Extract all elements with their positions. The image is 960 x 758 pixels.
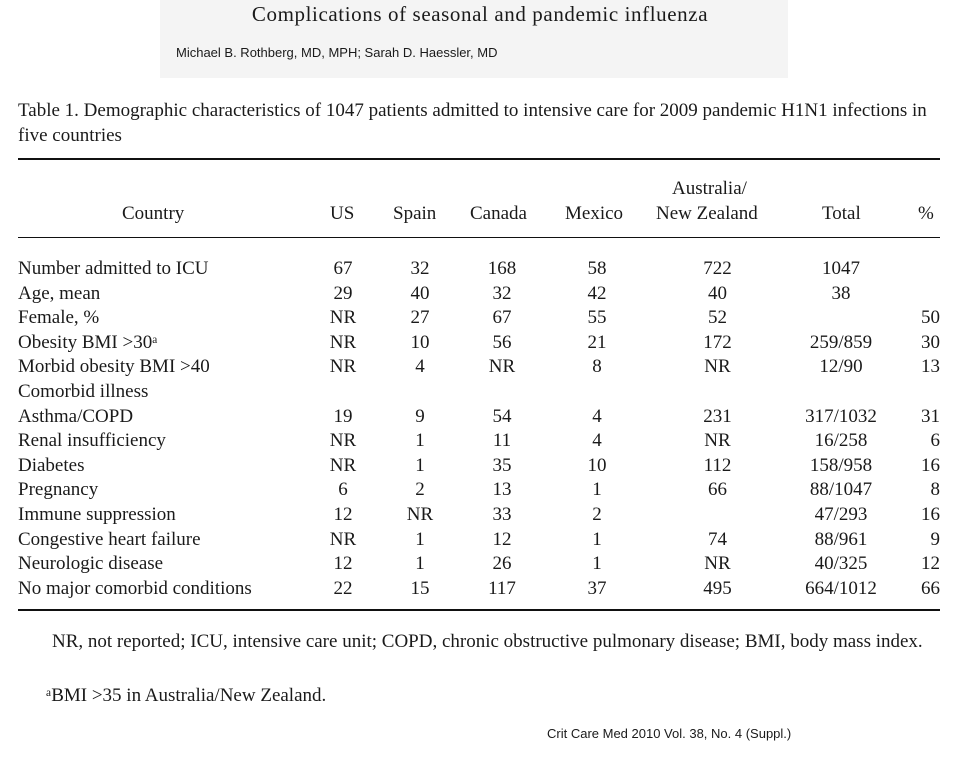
cell-canada: 32 xyxy=(492,282,512,304)
cell-australia-nz: 66 xyxy=(708,479,727,501)
row-label: Diabetes xyxy=(18,454,85,476)
cell-total: 259/859 xyxy=(809,331,873,353)
cell-percent: 13 xyxy=(921,356,940,378)
cell-total: 664/1012 xyxy=(805,577,877,599)
cell-total: 47/293 xyxy=(814,504,868,525)
cell-canada: 67 xyxy=(492,307,512,329)
header-percent: % xyxy=(918,203,934,224)
cell-percent: 6 xyxy=(930,430,940,452)
table-header-rule xyxy=(18,237,940,238)
cell-canada: 35 xyxy=(492,454,512,476)
cell-spain: 4 xyxy=(415,356,425,378)
cell-spain: 10 xyxy=(410,331,430,353)
cell-spain: 32 xyxy=(410,258,430,279)
cell-spain: NR xyxy=(406,504,434,525)
header-australia-line1: Australia/ xyxy=(672,178,747,199)
table-row xyxy=(0,528,960,552)
cell-canada: 11 xyxy=(492,430,512,452)
row-label: Comorbid illness xyxy=(18,381,149,402)
cell-total: 40/325 xyxy=(814,553,868,575)
cell-australia-nz: 172 xyxy=(703,331,732,353)
cell-australia-nz: NR xyxy=(704,553,731,575)
table-row xyxy=(0,380,960,404)
cell-canada: 54 xyxy=(492,405,512,427)
cell-us: 29 xyxy=(333,282,353,304)
table-row xyxy=(0,429,960,453)
cell-mexico: 4 xyxy=(592,430,602,452)
table-row xyxy=(0,306,960,330)
cell-canada: 117 xyxy=(488,577,516,599)
table-row xyxy=(0,355,960,379)
cell-canada: 56 xyxy=(492,331,512,353)
cell-total: 12/90 xyxy=(819,356,863,378)
row-label: Renal insufficiency xyxy=(18,430,166,452)
cell-total: 88/961 xyxy=(814,528,868,550)
header-canada: Canada xyxy=(470,203,527,224)
cell-australia-nz: 112 xyxy=(703,454,732,476)
footnote-abbreviations: NR, not reported; ICU, intensive care unit; COPD, chronic obstructive pulmonary disease; BMI, body mass index. xyxy=(52,631,923,652)
row-label: Immune suppression xyxy=(18,504,176,525)
cell-total: 158/958 xyxy=(809,454,873,476)
cell-mexico: 21 xyxy=(587,331,607,353)
journal-reference: Crit Care Med 2010 Vol. 38, No. 4 (Suppl.) xyxy=(547,726,792,741)
row-label: Age, mean xyxy=(18,282,101,304)
header-australia-line2: New Zealand xyxy=(656,203,758,224)
cell-mexico: 1 xyxy=(592,528,602,550)
cell-australia-nz: 52 xyxy=(708,307,727,329)
cell-canada: 168 xyxy=(487,258,517,279)
header-total: Total xyxy=(822,203,861,224)
cell-canada: 33 xyxy=(492,504,512,525)
cell-us: 22 xyxy=(333,577,353,599)
table-row xyxy=(0,503,960,527)
row-label: Congestive heart failure xyxy=(18,528,201,550)
cell-mexico: 10 xyxy=(587,454,607,476)
cell-spain: 1 xyxy=(415,528,425,550)
cell-percent: 9 xyxy=(930,528,940,550)
article-title: Complications of seasonal and pandemic influenza xyxy=(251,2,709,26)
cell-total: 317/1032 xyxy=(805,405,877,427)
table-row xyxy=(0,282,960,306)
cell-percent: 8 xyxy=(930,479,940,501)
row-label: Asthma/COPD xyxy=(18,405,134,427)
row-label: Obesity BMI >30ᵃ xyxy=(18,331,158,353)
cell-percent: 31 xyxy=(921,405,940,427)
header-spain: Spain xyxy=(393,203,437,224)
header-us: US xyxy=(330,203,355,224)
cell-spain: 1 xyxy=(415,553,425,575)
article-authors: Michael B. Rothberg, MD, MPH; Sarah D. Haessler, MD xyxy=(176,45,498,60)
header-country: Country xyxy=(122,203,185,224)
footnote-bmi-note: ᵃBMI >35 in Australia/New Zealand. xyxy=(46,685,327,706)
cell-canada: 13 xyxy=(492,479,512,501)
cell-us: 19 xyxy=(333,405,353,427)
cell-australia-nz: 722 xyxy=(703,258,732,279)
cell-australia-nz: NR xyxy=(704,356,731,378)
cell-canada: 12 xyxy=(492,528,512,550)
cell-mexico: 42 xyxy=(587,282,607,304)
cell-mexico: 1 xyxy=(592,553,602,575)
cell-australia-nz: 495 xyxy=(703,577,732,599)
cell-australia-nz: NR xyxy=(704,430,731,452)
cell-percent: 12 xyxy=(921,553,940,575)
cell-us: NR xyxy=(329,307,357,329)
cell-spain: 1 xyxy=(415,430,425,452)
cell-us: 12 xyxy=(333,553,353,575)
cell-us: NR xyxy=(329,356,357,378)
cell-spain: 27 xyxy=(410,307,430,329)
table-caption: Table 1. Demographic characteristics of 1047 patients admitted to intensive care for 2009 pandemic H1N1 infections in five countries xyxy=(18,100,927,146)
cell-percent: 16 xyxy=(921,454,940,476)
cell-mexico: 4 xyxy=(592,405,602,427)
cell-australia-nz: 40 xyxy=(708,282,727,304)
cell-mexico: 58 xyxy=(587,258,607,279)
cell-mexico: 55 xyxy=(587,307,607,329)
header-mexico: Mexico xyxy=(565,203,624,224)
cell-us: NR xyxy=(329,331,357,353)
cell-total: 88/1047 xyxy=(809,479,873,501)
cell-us: 6 xyxy=(338,479,348,501)
cell-total: 38 xyxy=(831,282,851,304)
cell-mexico: 1 xyxy=(592,479,602,501)
row-label: Neurologic disease xyxy=(18,553,164,575)
cell-australia-nz: 74 xyxy=(708,528,727,550)
cell-spain: 1 xyxy=(415,454,425,476)
cell-us: NR xyxy=(329,430,357,452)
table-row xyxy=(0,331,960,355)
cell-spain: 2 xyxy=(415,479,425,501)
table-row xyxy=(0,454,960,478)
row-label: No major comorbid conditions xyxy=(18,577,252,599)
cell-us: NR xyxy=(329,528,357,550)
table-row xyxy=(0,478,960,502)
cell-percent: 30 xyxy=(921,331,940,353)
cell-us: 12 xyxy=(333,504,353,525)
table-row xyxy=(0,257,960,281)
cell-spain: 40 xyxy=(410,282,430,304)
cell-spain: 9 xyxy=(415,405,425,427)
cell-total: 16/258 xyxy=(814,430,868,452)
table-top-rule xyxy=(18,158,940,160)
table-row xyxy=(0,552,960,576)
row-label: Pregnancy xyxy=(18,479,99,501)
cell-canada: NR xyxy=(488,356,516,378)
row-label: Female, % xyxy=(18,307,100,329)
cell-percent: 50 xyxy=(921,307,940,329)
row-label: Number admitted to ICU xyxy=(18,258,209,279)
table-bottom-rule xyxy=(18,609,940,611)
cell-us: 67 xyxy=(333,258,353,279)
cell-spain: 15 xyxy=(410,577,430,599)
cell-us: NR xyxy=(329,454,357,476)
cell-total: 1047 xyxy=(822,258,860,279)
cell-mexico: 8 xyxy=(592,356,602,378)
cell-australia-nz: 231 xyxy=(703,405,732,427)
cell-mexico: 2 xyxy=(592,504,602,525)
cell-percent: 16 xyxy=(921,504,940,525)
cell-mexico: 37 xyxy=(587,577,607,599)
table-row xyxy=(0,577,960,601)
cell-percent: 66 xyxy=(921,577,940,599)
row-label: Morbid obesity BMI >40 xyxy=(18,356,210,378)
cell-canada: 26 xyxy=(492,553,512,575)
table-row xyxy=(0,405,960,429)
